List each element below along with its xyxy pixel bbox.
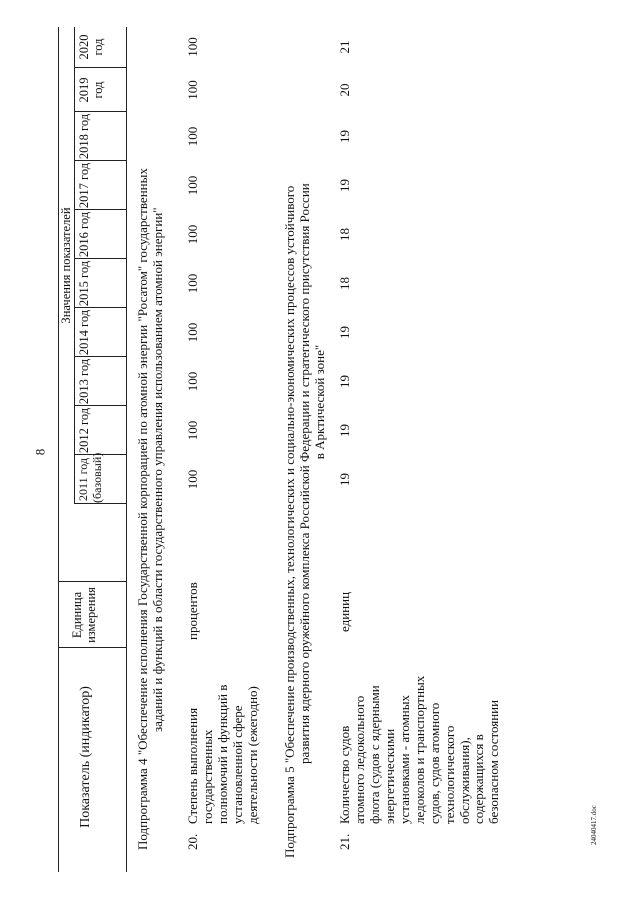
row-20-indicator-line: установленной сфере: [229, 705, 245, 824]
col-divider-2016: [74, 258, 126, 259]
row-21-indicator-line: безопасном состоянии: [486, 699, 502, 824]
header-indicator: Показатель (индикатор): [78, 686, 93, 828]
row-20-value-2017: 100: [185, 175, 200, 196]
subprogram-4-title-line2: заданий и функций в области государственного управления использованием атомной энергии": [150, 207, 165, 732]
col-divider-2018: [74, 160, 126, 161]
row-20-value-2011: 100: [185, 469, 200, 490]
row-21-value-2013: 19: [337, 375, 352, 388]
rotated-table-sheet: [58, 27, 638, 872]
row-20-indicator-line: полномочий и функций в: [214, 684, 230, 824]
row-21-value-2017: 19: [337, 179, 352, 192]
subprogram-5-title-line3: в Арктической зоне": [312, 344, 327, 460]
row-20-value-2013: 100: [185, 371, 200, 392]
row-21-number: 21.: [337, 833, 352, 850]
subprogram-5-title-line1: Подпрограмма 5 "Обеспечение производственных, технологических и социально-экономических процессов устойчивого: [282, 185, 297, 858]
row-20-indicator-line: государственных: [199, 729, 215, 824]
row-20-indicator: [186, 648, 261, 824]
row-20-value-2020: 100: [185, 37, 200, 57]
row-21-indicator-line: технологического: [441, 725, 457, 824]
col-divider-indicator: [58, 647, 126, 648]
col-divider-2020: [74, 67, 126, 68]
header-values-group: Значения показателей: [59, 207, 73, 324]
year-header-top-line: [74, 27, 75, 504]
row-21-value-2019: 20: [337, 83, 352, 97]
row-20-value-2012: 100: [185, 420, 200, 441]
row-21-indicator-line: ледоколов и транспортных: [411, 675, 427, 824]
header-unit: Единица измерения: [70, 587, 99, 643]
row-21-value-2011: 19: [337, 473, 352, 486]
col-divider-2014: [74, 356, 126, 357]
row-21-indicator-line: установками - атомных: [396, 695, 412, 824]
header-year-2019: 2019 год: [77, 77, 106, 103]
col-divider-2015: [74, 307, 126, 308]
row-20-value-2015: 100: [185, 273, 200, 294]
col-divider-2017: [74, 209, 126, 210]
header-year-2018: 2018 год: [77, 113, 91, 160]
row-21-indicator-line: атомного ледокольного: [351, 695, 367, 824]
row-20-value-2019: 100: [185, 80, 200, 100]
header-year-2012: 2012 год: [77, 407, 91, 454]
header-year-2011: 2011 год (базовый): [76, 452, 104, 503]
row-21-indicator-line: содержащихся в: [471, 734, 487, 824]
header-year-2016: 2016 год: [77, 211, 91, 258]
subprogram-4-title-line1: Подпрограмма 4 "Обеспечение исполнения Государственной корпорацией по атомной энергии "Росатом" государственных: [135, 168, 150, 850]
row-21-indicator-line: энергетическими: [381, 728, 397, 824]
row-21-value-2012: 19: [337, 424, 352, 437]
row-20-unit: процентов: [185, 582, 200, 640]
document-code: 24040417.doc: [590, 805, 598, 845]
header-bottom-border: [126, 27, 127, 872]
col-divider-2019: [74, 111, 126, 112]
row-21-indicator-line: обслуживания),: [456, 737, 472, 824]
row-21-indicator: [338, 644, 502, 824]
row-21-indicator-line: Количество судов: [337, 725, 352, 824]
col-divider-2013: [74, 405, 126, 406]
row-21-value-2016: 18: [337, 228, 352, 241]
row-20-value-2016: 100: [185, 224, 200, 245]
row-21-unit: единиц: [337, 591, 352, 632]
subprogram-5-title-line2: развития ядерного оружейного комплекса Российской Федерации и стратегического присутствия России: [297, 183, 312, 764]
header-year-2013: 2013 год: [77, 358, 91, 405]
row-21-value-2020: 21: [337, 40, 352, 54]
row-20-indicator-line: Степень выполнения: [185, 707, 200, 824]
header-year-2020: 2020 год: [77, 34, 106, 60]
header-year-2017: 2017 год: [77, 162, 91, 209]
row-21-indicator-line: судов, судов атомного: [426, 702, 442, 824]
col-divider-unit: [58, 581, 126, 582]
row-20-indicator-line: деятельности (ежегодно): [244, 686, 260, 824]
row-20-number: 20.: [185, 833, 200, 850]
header-year-2014: 2014 год: [77, 309, 91, 356]
row-21-value-2018: 19: [337, 130, 352, 143]
row-21-indicator-line: флота (судов с ядерными: [366, 685, 382, 824]
page-number: 8: [32, 448, 48, 456]
col-divider-2011: [74, 503, 126, 504]
row-20-value-2018: 100: [185, 126, 200, 147]
row-21-value-2015: 18: [337, 277, 352, 290]
header-year-2015: 2015 год: [77, 260, 91, 307]
row-20-value-2014: 100: [185, 322, 200, 343]
row-21-value-2014: 19: [337, 326, 352, 339]
